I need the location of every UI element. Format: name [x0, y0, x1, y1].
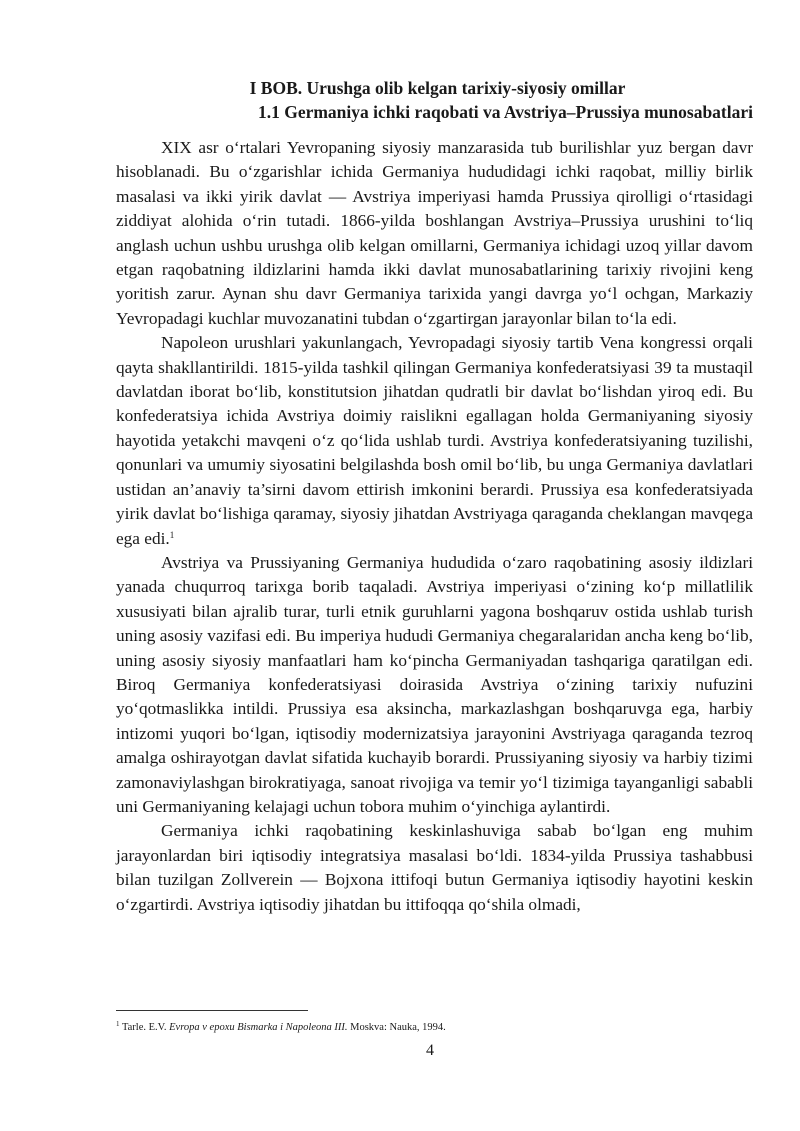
paragraph-2-text: Napoleon urushlari yakunlangach, Yevropadagi siyosiy tartib Vena kongressi orqali qayta shakllantirildi. 1815-yilda tashkil qilingan Germaniya konfederatsiyasi 39 ta mustaqil davlatdan iborat boʻlib, konstitutsion jihatdan qudratli bir davlat boʻlishdan yiroq edi. Bu konfederatsiya ichida Avstriya doimiy raislikni egallagan holda Germaniyaning siyosiy hayotida yetakchi mavqeni oʻz qoʻlida ushlab turdi. Avstriya konfederatsiyaning tuzilishi, qonunlari va umumiy siyosatini belgilashda bosh omil boʻlib, bu unga Germaniya davlatlari ustidan an’anaviy ta’sirni davom ettirish imkonini berardi. Prussiya esa konfederatsiyada yirik davlat boʻlishiga qaramay, siyosiy jihatdan Avstriyaga qaraganda cheklangan mavqega ega edi.: [116, 333, 753, 548]
footnote-marker: 1: [116, 1020, 120, 1028]
paragraph-4: Germaniya ichki raqobatining keskinlashuviga sabab boʻlgan eng muhim jarayonlardan biri iqtisodiy integratsiya masalasi boʻldi. 1834-yilda Prussiya tashabbusi bilan tuzilgan Zollverein — Bojxona ittifoqi butun Germaniya iqtisodiy hayotini keskin oʻzgartirdi. Avstriya iqtisodiy jihatdan bu ittifoqqa qoʻshila olmadi,: [116, 821, 753, 914]
page-number: 4: [426, 1042, 434, 1059]
document-body: [116, 76, 753, 917]
paragraph-3: Avstriya va Prussiyaning Germaniya hududida oʻzaro raqobatining asosiy ildizlari yanada chuqurroq tarixga borib taqaladi. Avstriya imperiyasi oʻzining koʻp millatlilik xususiyati bilan ajralib turar, turli etnik guruhlarni yagona boshqaruv ostida ushlab turish uning asosiy vazifasi edi. Bu imperiya hududi Germaniya chegaralaridan ancha keng boʻlib, uning asosiy siyosiy manfaatlari ham koʻpincha Germaniyadan tashqariga qaratilgan edi. Biroq Germaniya konfederatsiyasi doirasida Avstriya oʻzining tarixiy nufuzini yoʻqotmaslikka intildi. Prussiya esa aksincha, markazlashgan boshqaruvga ega, harbiy intizomi yuqori boʻlgan, iqtisodiy modernizatsiya jarayonini Avstriyaga qaraganda tezroq amalga oshirayotgan davlat sifatida kuchayib borardi. Prussiyaning siyosiy va harbiy tizimi zamonaviylashgan birokratiyaga, sanoat rivojiga va temir yoʻl tizimiga tayanganligi sababli uni Germaniyaning kelajagi uchun tobora muhim oʻyinchiga aylantirdi.: [116, 552, 753, 816]
footnote-publisher: Moskva: Nauka, 1994.: [350, 1022, 446, 1033]
paragraph-1: XIX asr oʻrtalari Yevropaning siyosiy manzarasida tub burilishlar yuz bergan davr hisoblanadi. Bu oʻzgarishlar ichida Germaniya hududidagi ichki raqobat, milliy birlik masalasi va ikki yirik davlat — Avstriya imperiyasi hamda Prussiya qirolligi oʻrtasidagi ziddiyat alohida oʻrin tutadi. 1866-yilda boshlangan Avstriya–Prussiya urushini toʻliq anglash uchun ushbu urushga olib kelgan omillarni, Germaniya ichidagi uzoq yillar davom etgan raqobatning ildizlarini hamda ikki davlat munosabatlarining tarixiy rivojini keng yoritish zarur. Aynan shu davr Germaniya tarixida yangi davrga yoʻl ochgan, Markaziy Yevropadagi kuchlar muvozanatini tubdan oʻzgartirgan jarayonlar bilan toʻla edi.: [116, 138, 753, 328]
footnote-reference: 1: [169, 529, 175, 540]
footnote-title: Evropa v epoxu Bismarka i Napoleona III.: [169, 1022, 348, 1033]
chapter-title: I BOB. Urushga olib kelgan tarixiy-siyosiy omillar: [249, 78, 626, 98]
paragraph-2: [116, 331, 753, 551]
footnote: [116, 1021, 446, 1034]
section-title: 1.1 Germaniya ichki raqobati va Avstriya–Prussiya munosabatlari: [257, 102, 753, 122]
footnote-separator: [116, 1010, 308, 1011]
footnote-author: Tarle. E.V.: [121, 1022, 167, 1033]
